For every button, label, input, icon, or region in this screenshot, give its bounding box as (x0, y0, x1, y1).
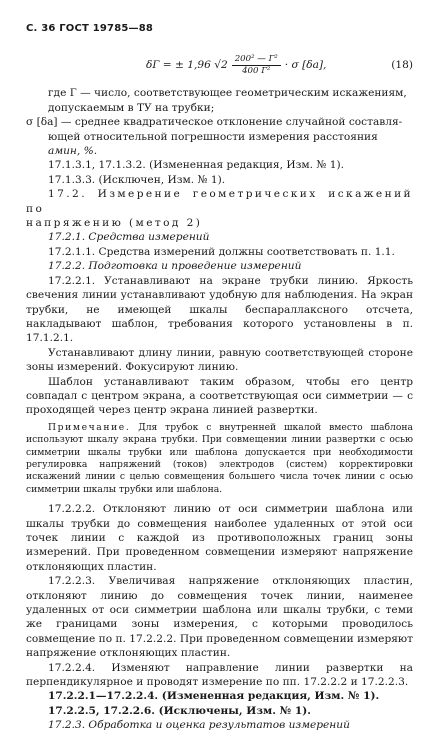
formula-body (26, 54, 391, 77)
page-header: С. 36 ГОСТ 19785—88 (26, 23, 154, 34)
note-text: Для трубок с внутренней шкалой вместо шаблона используют шкалу экрана трубки. При совмещении линии развертки с осью симметрии шкалы трубки или шаблона допускается при необходимости регулировка напряжений (токов) электродов (систем) корректировки искажений линии с целью совмещения большего числа точек линии с осью симметрии шкалы трубки или шаблона. (26, 421, 413, 495)
formula-fraction (232, 54, 281, 77)
para-17-1-3-3: 17.1.3.3. (Исключен, Изм. № 1). (48, 173, 226, 186)
where-line-2: допускаемым в ТУ на трубки; (48, 101, 215, 114)
formula-lhs: δГ = ± 1,96 √2 (146, 59, 228, 72)
para-17-2-3: 17.2.3. Обработка и оценка результатов измерений (48, 719, 350, 732)
para-template: Шаблон устанавливают таким образом, чтобы его центр совпадал с центром экрана, а соответствующая оси симметрии — с проходящей через центр экрана линией развертки. (26, 375, 413, 417)
note-label: Примечание. (48, 421, 131, 433)
para-17-1-3-1: 17.1.3.1, 17.1.3.2. (Измененная редакция, Изм. № 1). (48, 159, 344, 172)
para-length: Устанавливают длину линии, равную соответствующей стороне зоны измерений. Фокусируют линию. (26, 346, 413, 374)
note (26, 422, 413, 496)
para-17-2-1: 17.2.1. Средства измерений (48, 231, 210, 244)
section-17-2-title: 17.2. Измерение геометрических искажений по (26, 188, 413, 215)
sigma-line: σ [δа] — среднее квадратическое отклонение случайной составля- (26, 116, 403, 129)
where-line: где Г — число, соответствующее геометрическим искажениям, (48, 87, 407, 100)
section-17-2-title-2: напряжению (метод 2) (26, 217, 203, 230)
para-edited: 17.2.2.1—17.2.2.4. (Измененная редакция, Изм. № 1). (48, 690, 380, 703)
formula-rhs: · σ [δа], (284, 59, 327, 72)
para-17-2-2-2: 17.2.2.2. Отклоняют линию от оси симметрии шаблона или шкалы трубки до совмещения наиболее удаленных от этой оси точек линии с каждой из противоположных границ зоны измерений. При проведенном совмещении измеряют напряжение отклоняющих пластин. (26, 503, 413, 573)
para-17-2-2-3: 17.2.2.3. Увеличивая напряжение отклоняющих пластин, отклоняют линию до совмещения точек линии, наименее удаленных от оси симметрии шаблона или шкалы трубки, с теми же границами зоны измерения, с которыми проводилось совмещение по п. 17.2.2.2. При проведенном совмещении измеряют напряжение отклоняющих пластин. (26, 575, 413, 660)
para-excluded: 17.2.2.5, 17.2.2.6. (Исключены, Изм. № 1). (48, 704, 311, 717)
para-17-2-2: 17.2.2. Подготовка и проведение измерений (48, 260, 302, 273)
sigma-line-2: ющей относительной погрешности измерения расстояния (48, 130, 378, 143)
formula-number: (18) (391, 59, 413, 72)
para-17-2-1-1: 17.2.1.1. Средства измерений должны соответствовать п. 1.1. (48, 245, 395, 258)
formula-numerator: 200² — Г² (232, 54, 281, 66)
para-17-2-2-4: 17.2.2.4. Изменяют направление линии развертки на перпендикулярное и проводят измерение по пп. 17.2.2.2 и 17.2.2.3. (26, 661, 413, 689)
formula-denominator: 400 Г² (242, 65, 271, 76)
formula-18 (26, 50, 413, 80)
para-17-2-2-1: 17.2.2.1. Устанавливают на экране трубки линию. Яркость свечения линии устанавливают удобную для наблюдения. На экран трубки, не имеющей шкалы беспараллаксного отсчета, накладывают шаблон, требования которого установлены в п. 17.1.2.1. (26, 274, 413, 345)
sigma-line-3: aмин, %. (48, 145, 98, 158)
